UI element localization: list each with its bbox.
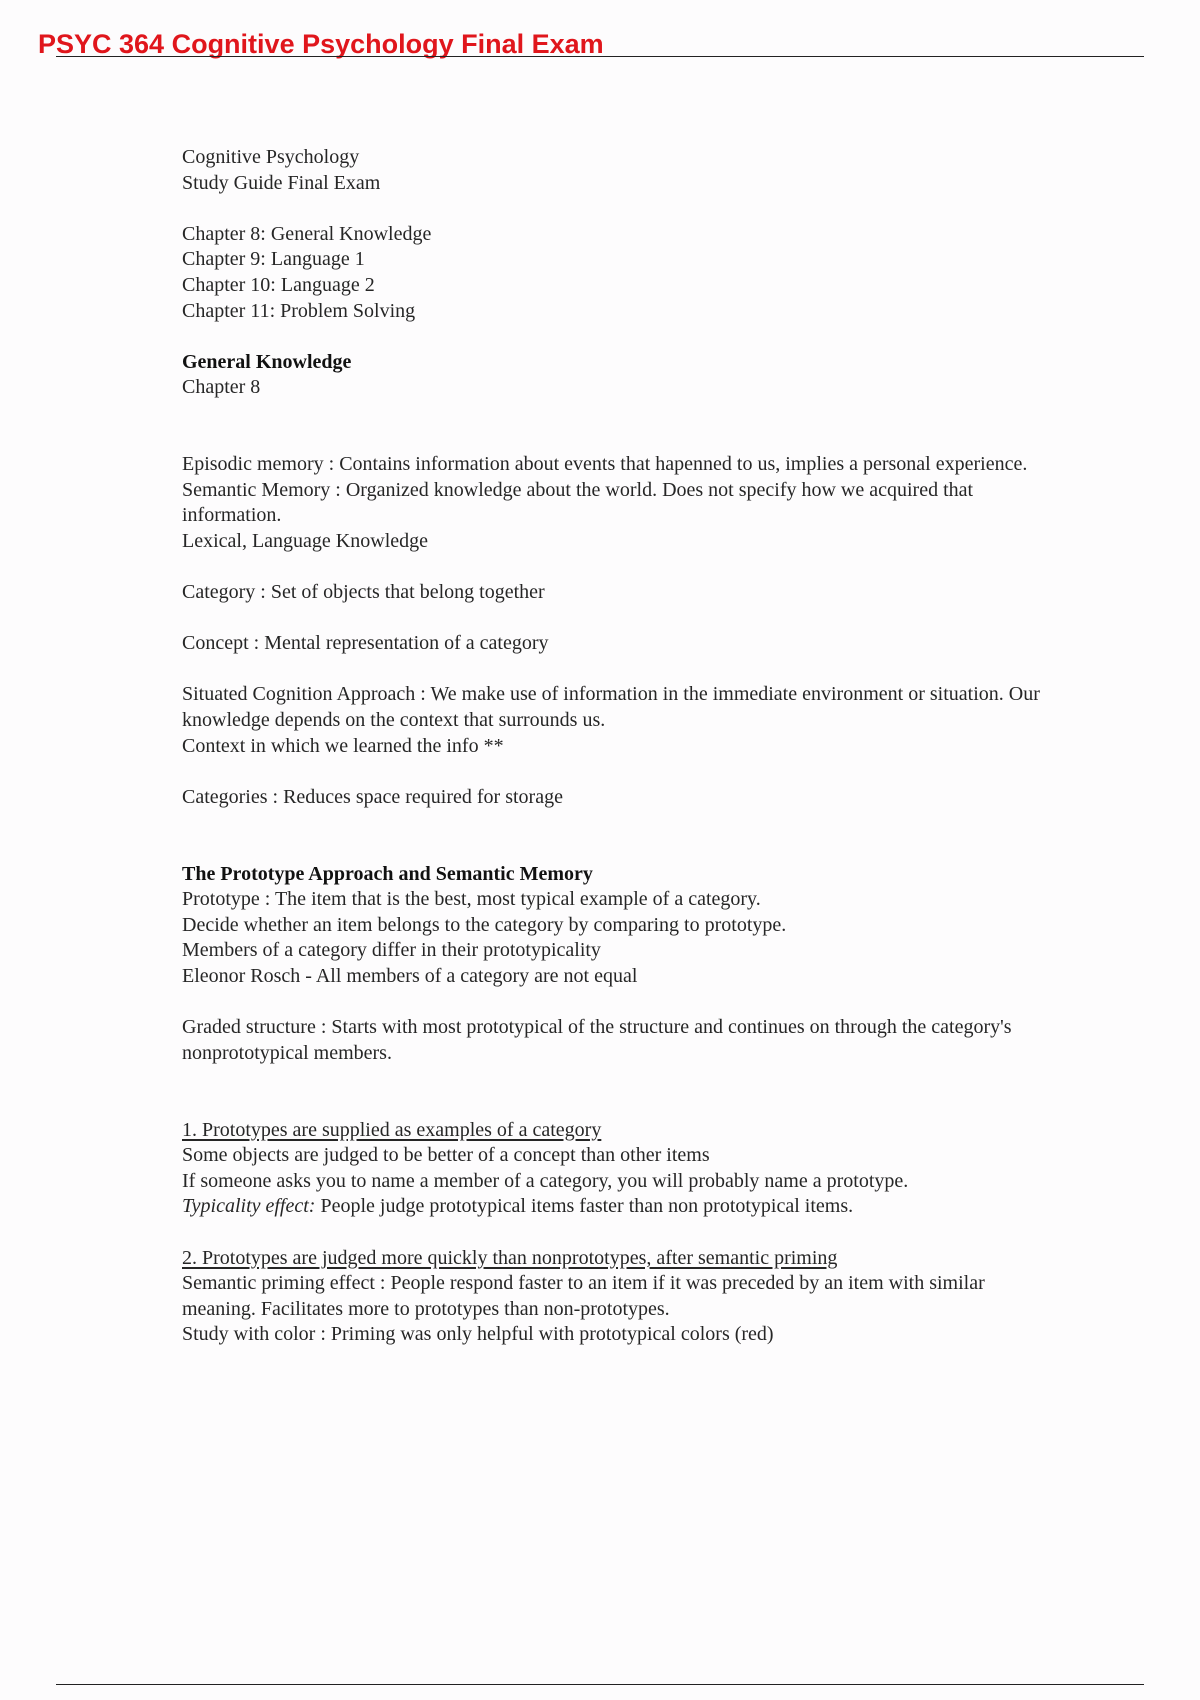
chapter-item: Chapter 10: Language 2 — [182, 273, 375, 296]
concept-definition: Concept : Mental representation of a category — [182, 632, 549, 655]
section-title: General Knowledge — [182, 350, 352, 373]
chapter-list — [182, 222, 1042, 324]
point-1-line: If someone asks you to name a member of a category, you will probably name a prototype. — [182, 1169, 909, 1192]
typicality-effect-label: Typicality effect: — [182, 1195, 316, 1218]
point-1-line: Some objects are judged to be better of a concept than other items — [182, 1144, 710, 1167]
typicality-effect-text: People judge prototypical items faster than non prototypical items. — [315, 1195, 854, 1218]
memory-definitions — [182, 452, 1042, 554]
chapter-item: Chapter 11: Problem Solving — [182, 299, 416, 322]
chapter-item: Chapter 9: Language 1 — [182, 248, 365, 271]
prototype-line: Members of a category differ in their prototypicality — [182, 939, 601, 962]
section-subtitle: Chapter 8 — [182, 376, 261, 399]
section-general-knowledge — [182, 350, 1042, 401]
situated-cognition-definition: Situated Cognition Approach : We make use of information in the immediate environment or situation. Our knowledge depends on the context that surrounds us. — [182, 683, 1040, 732]
prototype-line: Prototype : The item that is the best, most typical example of a category. — [182, 888, 761, 911]
intro-line: Study Guide Final Exam — [182, 171, 381, 194]
prototype-section-title: The Prototype Approach and Semantic Memory — [182, 862, 593, 885]
prototype-section — [182, 862, 1042, 990]
prototype-line: Eleonor Rosch - All members of a category are not equal — [182, 965, 638, 987]
prototype-line: Decide whether an item belongs to the category by comparing to prototype. — [182, 913, 787, 936]
graded-structure-definition: Graded structure : Starts with most prototypical of the structure and continues on through the category's nonprototypical members. — [182, 1016, 1012, 1064]
semantic-memory-definition: Semantic Memory : Organized knowledge about the world. Does not specify how we acquired that information. — [182, 478, 974, 527]
header-divider — [56, 56, 1144, 57]
semantic-priming-definition: Semantic priming effect : People respond faster to an item if it was preceded by an item with similar meaning. Facilitates more to prototypes than non-prototypes. — [182, 1272, 985, 1320]
footer-divider — [56, 1684, 1144, 1685]
page-header-title: PSYC 364 Cognitive Psychology Final Exam — [38, 29, 604, 59]
situated-cognition — [182, 682, 1042, 759]
category-definition: Category : Set of objects that belong together — [182, 581, 545, 604]
typicality-effect-line — [182, 1194, 1042, 1220]
categories-definition: Categories : Reduces space required for storage — [182, 785, 563, 808]
point-2 — [182, 1246, 1042, 1348]
intro-block — [182, 145, 1042, 196]
intro-line: Cognitive Psychology — [182, 146, 360, 168]
color-study-note: Study with color : Priming was only helpful with prototypical colors (red) — [182, 1323, 774, 1346]
document-body — [182, 145, 1042, 1348]
point-1 — [182, 1118, 1042, 1220]
situated-cognition-note: Context in which we learned the info ** — [182, 734, 504, 757]
episodic-memory-definition: Episodic memory : Contains information about events that hapenned to us, implies a personal experience. — [182, 453, 1028, 476]
point-2-heading: 2. Prototypes are judged more quickly than nonprototypes, after semantic priming — [182, 1246, 838, 1269]
lexical-knowledge: Lexical, Language Knowledge — [182, 529, 429, 552]
chapter-item: Chapter 8: General Knowledge — [182, 222, 432, 245]
point-1-heading: 1. Prototypes are supplied as examples of a category — [182, 1118, 602, 1141]
